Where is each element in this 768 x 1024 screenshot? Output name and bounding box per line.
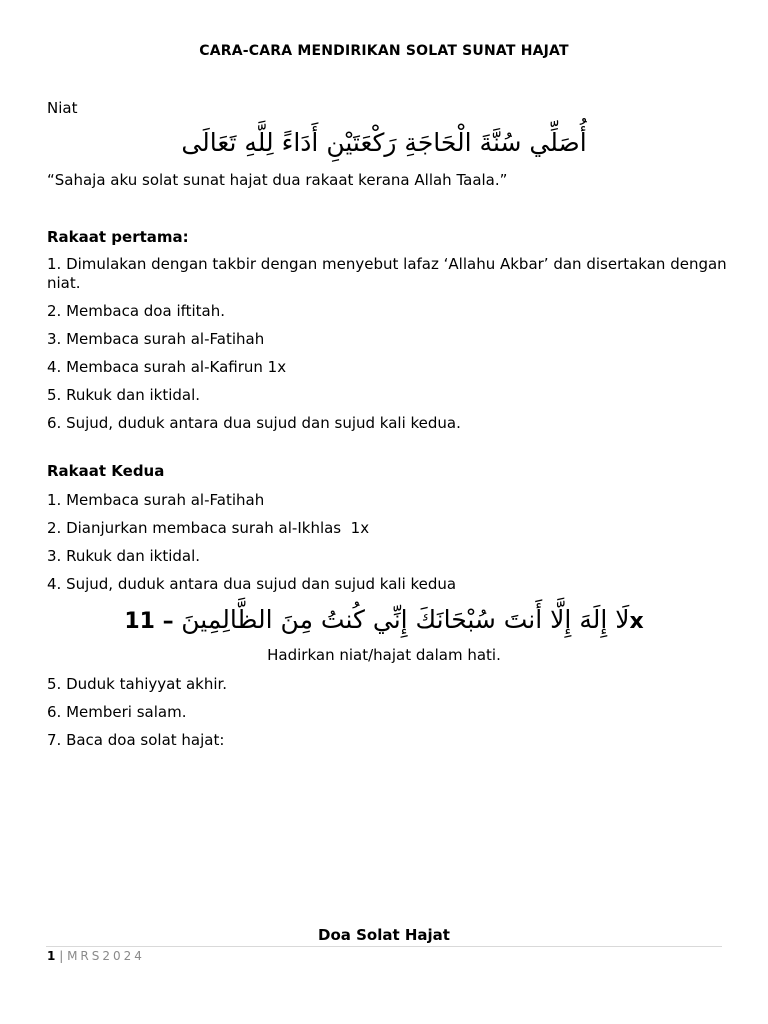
rakaat-kedua-step-6: 6. Memberi salam. bbox=[47, 703, 187, 721]
rakaat-pertama-heading: Rakaat pertama: bbox=[47, 228, 189, 246]
zikir-arabic-text: لَا إِلَهَ إِلَّا أَنتَ سُبْحَانَكَ إِنِّي كُنتُ مِنَ الظَّالِمِينَ bbox=[181, 605, 630, 634]
page-number: 1 bbox=[47, 949, 56, 963]
page-footer bbox=[47, 949, 145, 963]
rakaat-pertama-step-5: 5. Rukuk dan iktidal. bbox=[47, 386, 201, 404]
zikir-line bbox=[0, 605, 768, 637]
rakaat-kedua-step-5: 5. Duduk tahiyyat akhir. bbox=[47, 675, 228, 693]
rakaat-pertama-step-3: 3. Membaca surah al-Fatihah bbox=[47, 330, 265, 348]
rakaat-kedua-step-1: 1. Membaca surah al-Fatihah bbox=[47, 491, 265, 509]
rakaat-kedua-step-7: 7. Baca doa solat hajat: bbox=[47, 731, 225, 749]
footer-separator: | bbox=[59, 949, 64, 963]
zikir-suffix: x bbox=[629, 609, 644, 634]
footer-organization: MRS2024 bbox=[67, 949, 145, 963]
rakaat-kedua-step-2: 2. Dianjurkan membaca surah al-Ikhlas 1x bbox=[47, 519, 370, 537]
doa-section-title: Doa Solat Hajat bbox=[318, 926, 450, 944]
rakaat-kedua-step-4: 4. Sujud, duduk antara dua sujud dan sujud kali kedua bbox=[47, 575, 457, 593]
footer-divider bbox=[46, 946, 722, 947]
niat-arabic-text: أُصَلِّي سُنَّةَ الْحَاجَةِ رَكْعَتَيْنِ أَدَاءً لِلَّهِ تَعَالَى bbox=[181, 128, 587, 157]
zikir-count: 11 – bbox=[124, 609, 174, 634]
rakaat-kedua-heading: Rakaat Kedua bbox=[47, 462, 165, 480]
rakaat-pertama-step-6: 6. Sujud, duduk antara dua sujud dan sujud kali kedua. bbox=[47, 414, 461, 432]
document-title: CARA-CARA MENDIRIKAN SOLAT SUNAT HAJAT bbox=[199, 43, 569, 59]
rakaat-pertama-step-1: 1. Dimulakan dengan takbir dengan menyebut lafaz ‘Allahu Akbar’ dan disertakan dengan niat. bbox=[47, 255, 727, 292]
rakaat-pertama-step-2: 2. Membaca doa iftitah. bbox=[47, 302, 226, 320]
niat-label: Niat bbox=[47, 99, 78, 117]
hajat-note: Hadirkan niat/hajat dalam hati. bbox=[267, 646, 501, 664]
rakaat-pertama-step-4: 4. Membaca surah al-Kafirun 1x bbox=[47, 358, 287, 376]
rakaat-kedua-step-3: 3. Rukuk dan iktidal. bbox=[47, 547, 201, 565]
niat-translation: “Sahaja aku solat sunat hajat dua rakaat kerana Allah Taala.” bbox=[47, 171, 508, 189]
